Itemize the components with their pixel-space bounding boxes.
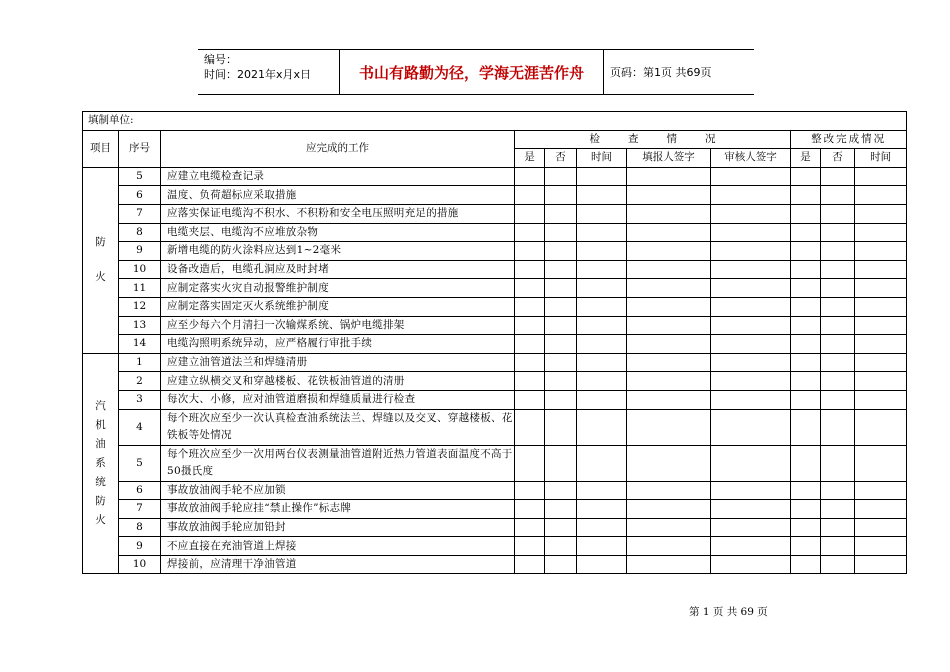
blank-cell[interactable]: [577, 481, 627, 500]
blank-cell[interactable]: [711, 242, 791, 261]
blank-cell[interactable]: [627, 223, 711, 242]
blank-cell[interactable]: [711, 260, 791, 279]
blank-cell[interactable]: [545, 500, 577, 519]
blank-cell[interactable]: [627, 555, 711, 574]
seq-cell: 5: [119, 167, 161, 186]
blank-cell[interactable]: [711, 445, 791, 481]
blank-cell[interactable]: [627, 297, 711, 316]
fix-status-header: 整改完成情况: [811, 132, 887, 145]
blank-cell[interactable]: [515, 279, 545, 298]
blank-cell[interactable]: [791, 445, 821, 481]
blank-cell[interactable]: [711, 204, 791, 223]
blank-cell[interactable]: [791, 335, 821, 354]
blank-cell[interactable]: [627, 204, 711, 223]
blank-cell[interactable]: [821, 186, 855, 205]
section-label-char: 防: [95, 495, 106, 508]
seq-cell: 3: [119, 390, 161, 409]
seq-cell: 11: [119, 279, 161, 298]
sub-yes-2: 是: [791, 149, 821, 168]
table-row: [83, 297, 907, 316]
blank-cell[interactable]: [791, 186, 821, 205]
blank-cell[interactable]: [515, 555, 545, 574]
section-label-char: 防: [95, 236, 106, 249]
blank-cell[interactable]: [577, 537, 627, 556]
table-row: [83, 390, 907, 409]
blank-cell[interactable]: [577, 445, 627, 481]
blank-cell[interactable]: [577, 409, 627, 445]
seq-cell: 8: [119, 223, 161, 242]
header-row-1: [83, 130, 907, 149]
blank-cell[interactable]: [855, 537, 907, 556]
seq-cell: 6: [119, 481, 161, 500]
unit-row: [83, 112, 907, 131]
work-cell: 应建立油管道法兰和焊缝清册: [161, 353, 515, 372]
blank-cell[interactable]: [577, 223, 627, 242]
blank-cell[interactable]: [791, 500, 821, 519]
seq-cell: 7: [119, 204, 161, 223]
blank-cell[interactable]: [545, 223, 577, 242]
blank-cell[interactable]: [515, 481, 545, 500]
blank-cell[interactable]: [791, 242, 821, 261]
blank-cell[interactable]: [577, 353, 627, 372]
blank-cell[interactable]: [627, 481, 711, 500]
col-work-header: 应完成的工作: [161, 130, 515, 167]
table-row: [83, 500, 907, 519]
blank-cell[interactable]: [545, 167, 577, 186]
blank-cell[interactable]: [821, 242, 855, 261]
seq-cell: 2: [119, 372, 161, 391]
work-cell: 电缆沟照明系统异动，应严格履行审批手续: [161, 335, 515, 354]
sub-time: 时间: [577, 149, 627, 168]
work-cell: 不应直接在充油管道上焊接: [161, 537, 515, 556]
fire-inspection-table: [82, 111, 907, 574]
work-cell: 应落实保证电缆沟不积水、不积粉和安全电压照明充足的措施: [161, 204, 515, 223]
blank-cell[interactable]: [791, 260, 821, 279]
blank-cell[interactable]: [627, 186, 711, 205]
table-row: [83, 518, 907, 537]
blank-cell[interactable]: [515, 316, 545, 335]
work-cell: 应制定落实火灾自动报警维护制度: [161, 279, 515, 298]
blank-cell[interactable]: [791, 297, 821, 316]
blank-cell[interactable]: [627, 409, 711, 445]
blank-cell[interactable]: [515, 518, 545, 537]
table-row: [83, 372, 907, 391]
section-label-char: 系: [95, 457, 106, 470]
blank-cell[interactable]: [515, 335, 545, 354]
blank-cell[interactable]: [791, 372, 821, 391]
blank-cell[interactable]: [821, 518, 855, 537]
blank-cell[interactable]: [577, 335, 627, 354]
work-cell: 事故放油阀手轮应挂“禁止操作”标志牌: [161, 500, 515, 519]
blank-cell[interactable]: [627, 260, 711, 279]
table-row: [83, 204, 907, 223]
table-row: [83, 279, 907, 298]
blank-cell[interactable]: [577, 500, 627, 519]
blank-cell[interactable]: [855, 167, 907, 186]
table-row: [83, 353, 907, 372]
table-row: [83, 242, 907, 261]
work-cell: 每次大、小修，应对油管道磨损和焊缝质量进行检查: [161, 390, 515, 409]
seq-cell: 10: [119, 260, 161, 279]
time-label: 时间：2021年x月x日: [204, 68, 312, 81]
section-label-char: 油: [95, 438, 106, 451]
blank-cell[interactable]: [711, 518, 791, 537]
blank-cell[interactable]: [627, 279, 711, 298]
blank-cell[interactable]: [711, 537, 791, 556]
work-cell: 事故放油阀手轮应加铅封: [161, 518, 515, 537]
blank-cell[interactable]: [855, 409, 907, 445]
blank-cell[interactable]: [515, 372, 545, 391]
table-row: [83, 481, 907, 500]
blank-cell[interactable]: [577, 204, 627, 223]
blank-cell[interactable]: [545, 353, 577, 372]
table-row: [83, 409, 907, 445]
seq-cell: 9: [119, 537, 161, 556]
seq-cell: 7: [119, 500, 161, 519]
blank-cell[interactable]: [821, 537, 855, 556]
blank-cell[interactable]: [791, 167, 821, 186]
blank-cell[interactable]: [577, 279, 627, 298]
blank-cell[interactable]: [515, 445, 545, 481]
work-cell: 应至少每六个月清扫一次输煤系统、锅炉电缆排架: [161, 316, 515, 335]
blank-cell[interactable]: [791, 353, 821, 372]
document-header: [198, 49, 754, 95]
blank-cell[interactable]: [627, 335, 711, 354]
work-cell: 应制定落实固定灭火系统维护制度: [161, 297, 515, 316]
blank-cell[interactable]: [711, 353, 791, 372]
blank-cell[interactable]: [821, 279, 855, 298]
blank-cell[interactable]: [855, 279, 907, 298]
section-label-char: 统: [95, 476, 106, 489]
blank-cell[interactable]: [515, 260, 545, 279]
col-seq-header: 序号: [119, 130, 161, 167]
blank-cell[interactable]: [711, 335, 791, 354]
blank-cell[interactable]: [515, 353, 545, 372]
blank-cell[interactable]: [627, 445, 711, 481]
work-cell: 每个班次应至少一次用两台仪表测量油管道附近热力管道表面温度不高于50摄氏度: [161, 445, 515, 481]
blank-cell[interactable]: [515, 242, 545, 261]
blank-cell[interactable]: [855, 555, 907, 574]
blank-cell[interactable]: [711, 372, 791, 391]
blank-cell[interactable]: [711, 186, 791, 205]
blank-cell[interactable]: [577, 316, 627, 335]
work-cell: 温度、负荷超标应采取措施: [161, 186, 515, 205]
blank-cell[interactable]: [855, 481, 907, 500]
seq-cell: 9: [119, 242, 161, 261]
seq-cell: 4: [119, 409, 161, 445]
sub-reviewer-signature: 审核人签字: [711, 149, 791, 168]
section-label-char: 汽: [95, 400, 106, 413]
page-code: 页码：第1页 共69页: [610, 66, 712, 79]
header-meta: [198, 50, 339, 94]
table-row: [83, 167, 907, 186]
blank-cell[interactable]: [577, 186, 627, 205]
blank-cell[interactable]: [627, 537, 711, 556]
blank-cell[interactable]: [711, 223, 791, 242]
blank-cell[interactable]: [515, 390, 545, 409]
blank-cell[interactable]: [577, 167, 627, 186]
blank-cell[interactable]: [791, 390, 821, 409]
blank-cell[interactable]: [545, 260, 577, 279]
unit-label: 填制单位:: [83, 112, 907, 131]
blank-cell[interactable]: [577, 518, 627, 537]
section-label-char: 火: [95, 271, 106, 284]
sub-yes: 是: [515, 149, 545, 168]
blank-cell[interactable]: [577, 242, 627, 261]
work-cell: 焊接前，应清理干净油管道: [161, 555, 515, 574]
blank-cell[interactable]: [791, 279, 821, 298]
blank-cell[interactable]: [855, 260, 907, 279]
blank-cell[interactable]: [855, 335, 907, 354]
blank-cell[interactable]: [821, 390, 855, 409]
blank-cell[interactable]: [577, 372, 627, 391]
blank-cell[interactable]: [515, 223, 545, 242]
blank-cell[interactable]: [791, 409, 821, 445]
blank-cell[interactable]: [711, 279, 791, 298]
blank-cell[interactable]: [577, 260, 627, 279]
blank-cell[interactable]: [855, 390, 907, 409]
work-cell: 事故放油阀手轮不应加锁: [161, 481, 515, 500]
blank-cell[interactable]: [821, 353, 855, 372]
work-cell: 设备改造后，电缆孔洞应及时封堵: [161, 260, 515, 279]
blank-cell[interactable]: [545, 242, 577, 261]
motto: 书山有路勤为径，学海无涯苦作舟: [339, 50, 604, 94]
col-item-header: 项目: [83, 130, 119, 167]
blank-cell[interactable]: [711, 316, 791, 335]
number-label: 编号：: [204, 53, 237, 66]
seq-cell: 6: [119, 186, 161, 205]
work-cell: 应建立电缆检查记录: [161, 167, 515, 186]
blank-cell[interactable]: [545, 186, 577, 205]
blank-cell[interactable]: [515, 297, 545, 316]
sub-no: 否: [545, 149, 577, 168]
blank-cell[interactable]: [545, 335, 577, 354]
blank-cell[interactable]: [627, 372, 711, 391]
table-row: [83, 537, 907, 556]
blank-cell[interactable]: [791, 555, 821, 574]
blank-cell[interactable]: [545, 555, 577, 574]
blank-cell[interactable]: [821, 372, 855, 391]
blank-cell[interactable]: [515, 204, 545, 223]
blank-cell[interactable]: [627, 518, 711, 537]
table-row: [83, 186, 907, 205]
blank-cell[interactable]: [855, 372, 907, 391]
blank-cell[interactable]: [711, 167, 791, 186]
blank-cell[interactable]: [855, 518, 907, 537]
blank-cell[interactable]: [545, 537, 577, 556]
blank-cell[interactable]: [545, 445, 577, 481]
blank-cell[interactable]: [711, 555, 791, 574]
table-row: [83, 445, 907, 481]
blank-cell[interactable]: [821, 409, 855, 445]
table-row: [83, 555, 907, 574]
check-status-header: 检查情况: [589, 132, 744, 145]
blank-cell[interactable]: [855, 500, 907, 519]
blank-cell[interactable]: [545, 518, 577, 537]
blank-cell[interactable]: [545, 316, 577, 335]
seq-cell: 14: [119, 335, 161, 354]
work-cell: 电缆夹层、电缆沟不应堆放杂物: [161, 223, 515, 242]
blank-cell[interactable]: [855, 204, 907, 223]
seq-cell: 12: [119, 297, 161, 316]
blank-cell[interactable]: [627, 390, 711, 409]
blank-cell[interactable]: [821, 481, 855, 500]
blank-cell[interactable]: [791, 537, 821, 556]
blank-cell[interactable]: [515, 167, 545, 186]
blank-cell[interactable]: [627, 500, 711, 519]
blank-cell[interactable]: [821, 445, 855, 481]
blank-cell[interactable]: [515, 500, 545, 519]
section-label-char: 火: [95, 514, 106, 527]
blank-cell[interactable]: [577, 555, 627, 574]
turbine-oil-section-label: [83, 353, 119, 574]
seq-cell: 13: [119, 316, 161, 335]
blank-cell[interactable]: [791, 316, 821, 335]
blank-cell[interactable]: [821, 260, 855, 279]
blank-cell[interactable]: [545, 481, 577, 500]
blank-cell[interactable]: [515, 537, 545, 556]
section-label-char: 机: [95, 419, 106, 432]
blank-cell[interactable]: [791, 204, 821, 223]
blank-cell[interactable]: [711, 390, 791, 409]
blank-cell[interactable]: [855, 445, 907, 481]
blank-cell[interactable]: [545, 409, 577, 445]
blank-cell[interactable]: [855, 316, 907, 335]
seq-cell: 8: [119, 518, 161, 537]
blank-cell[interactable]: [627, 242, 711, 261]
blank-cell[interactable]: [791, 223, 821, 242]
work-cell: 每个班次应至少一次认真检查油系统法兰、焊缝以及交叉、穿越楼板、花铁板等处情况: [161, 409, 515, 445]
work-cell: 应建立纵横交叉和穿越楼板、花铁板油管道的清册: [161, 372, 515, 391]
table-row: [83, 260, 907, 279]
blank-cell[interactable]: [855, 297, 907, 316]
sub-time-2: 时间: [855, 149, 907, 168]
seq-cell: 10: [119, 555, 161, 574]
blank-cell[interactable]: [821, 297, 855, 316]
blank-cell[interactable]: [791, 481, 821, 500]
blank-cell[interactable]: [855, 223, 907, 242]
blank-cell[interactable]: [577, 390, 627, 409]
blank-cell[interactable]: [855, 242, 907, 261]
blank-cell[interactable]: [855, 353, 907, 372]
blank-cell[interactable]: [545, 390, 577, 409]
blank-cell[interactable]: [577, 297, 627, 316]
blank-cell[interactable]: [545, 204, 577, 223]
table-row: [83, 335, 907, 354]
blank-cell[interactable]: [855, 186, 907, 205]
seq-cell: 1: [119, 353, 161, 372]
blank-cell[interactable]: [545, 372, 577, 391]
blank-cell[interactable]: [791, 518, 821, 537]
blank-cell[interactable]: [821, 167, 855, 186]
sub-no-2: 否: [821, 149, 855, 168]
blank-cell[interactable]: [821, 555, 855, 574]
blank-cell[interactable]: [821, 500, 855, 519]
table-row: [83, 223, 907, 242]
sub-filler-signature: 填报人签字: [627, 149, 711, 168]
blank-cell[interactable]: [627, 316, 711, 335]
blank-cell[interactable]: [627, 353, 711, 372]
blank-cell[interactable]: [545, 279, 577, 298]
blank-cell[interactable]: [515, 409, 545, 445]
blank-cell[interactable]: [515, 186, 545, 205]
work-cell: 新增电缆的防火涂料应达到1~2毫米: [161, 242, 515, 261]
blank-cell[interactable]: [711, 409, 791, 445]
blank-cell[interactable]: [711, 297, 791, 316]
blank-cell[interactable]: [545, 297, 577, 316]
seq-cell: 5: [119, 445, 161, 481]
blank-cell[interactable]: [821, 223, 855, 242]
blank-cell[interactable]: [821, 335, 855, 354]
blank-cell[interactable]: [821, 204, 855, 223]
table-row: [83, 316, 907, 335]
blank-cell[interactable]: [711, 500, 791, 519]
page-footer: 第 1 页 共 69 页: [689, 606, 768, 618]
fire-section-label: [83, 167, 119, 353]
blank-cell[interactable]: [711, 481, 791, 500]
blank-cell[interactable]: [627, 167, 711, 186]
blank-cell[interactable]: [821, 316, 855, 335]
